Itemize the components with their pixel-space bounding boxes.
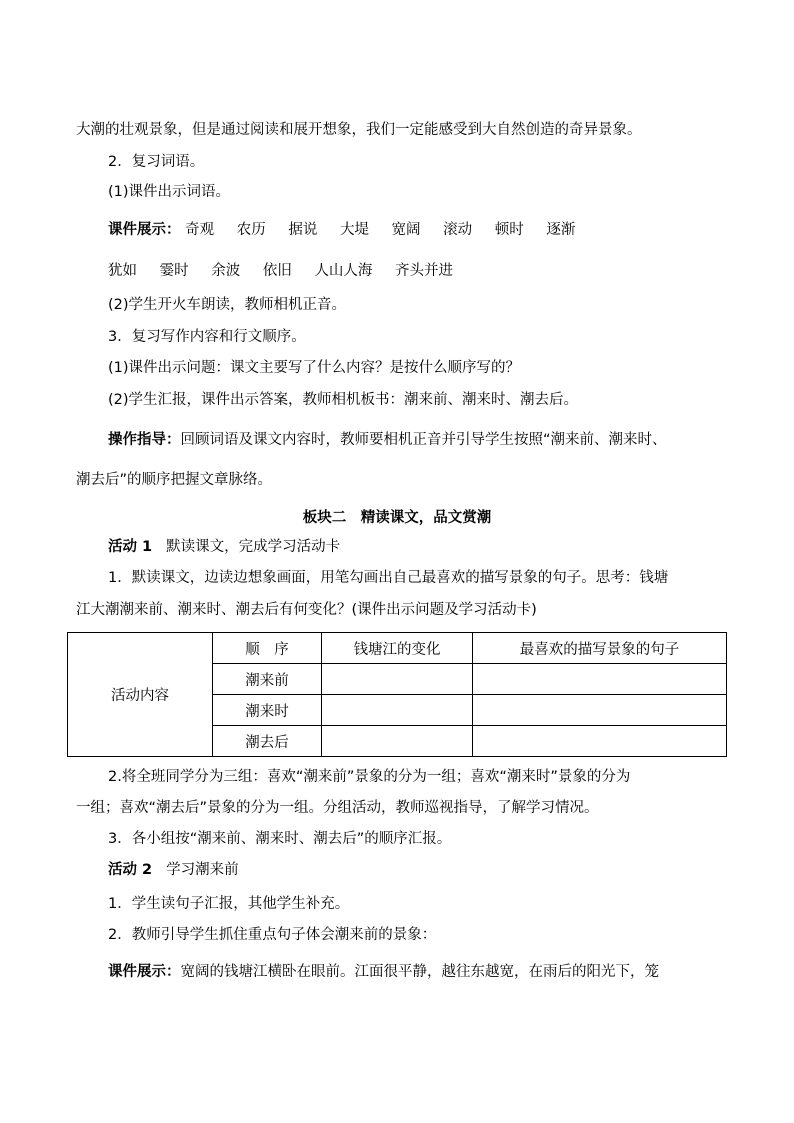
row-label: 潮来前 — [213, 664, 322, 695]
guide-text: 回顾词语及课文内容时，教师要相机正音并引导学生按照“潮来前、潮来时、 — [180, 432, 667, 448]
activity-2-label: 活动 2 — [108, 862, 153, 878]
courseware-display-passage — [108, 962, 659, 982]
step-2-1: (1)课件出示词语。 — [108, 184, 231, 200]
operation-guide-line-2: 潮去后”的顺序把握文章脉络。 — [76, 472, 273, 488]
activity-1-step-1-line-2: 江大潮潮来前、潮来时、潮去后有何变化？(课件出示问题及学习活动卡) — [76, 602, 537, 618]
activity-1-label: 活动 1 — [108, 539, 153, 555]
activity-1-step-2-line-1: 2.将全班同学分为三组：喜欢“潮来前”景象的分为一组；喜欢“潮来时”景象的分为 — [108, 769, 631, 785]
activity-content-label: 活动内容 — [68, 633, 213, 757]
word: 依旧 — [262, 263, 292, 279]
table-header-row — [68, 633, 727, 664]
word: 奇观 — [185, 222, 215, 238]
word: 齐头并进 — [395, 263, 454, 279]
header-river-change: 钱塘江的变化 — [322, 633, 473, 664]
word: 犹如 — [108, 263, 137, 279]
passage-text: 宽阔的钱塘江横卧在眼前。江面很平静，越往东越宽，在雨后的阳光下，笼 — [180, 964, 659, 980]
courseware-words-row-2 — [108, 261, 471, 281]
activity-2-heading — [108, 860, 239, 880]
word: 宽阔 — [391, 222, 421, 238]
header-order: 顺 序 — [213, 633, 322, 664]
word: 农历 — [236, 222, 266, 238]
empty-cell — [473, 726, 727, 757]
courseware-label: 课件展示： — [108, 964, 181, 980]
empty-cell — [473, 695, 727, 726]
activity-2-step-2: 2．教师引导学生抓住重点句子体会潮来前的景象： — [108, 927, 437, 943]
courseware-words-row-1 — [108, 220, 593, 240]
word: 人山人海 — [314, 263, 373, 279]
word: 余波 — [211, 263, 241, 279]
activity-2-step-1: 1．学生读句子汇报，其他学生补充。 — [108, 896, 350, 912]
empty-cell — [322, 664, 473, 695]
section-title: 板块二 精读课文，品文赏潮 — [302, 510, 492, 526]
activity-1-step-2-line-2: 一组；喜欢“潮去后”景象的分为一组。分组活动，教师巡视指导，了解学习情况。 — [76, 800, 599, 816]
word: 逐渐 — [546, 222, 576, 238]
empty-cell — [473, 664, 727, 695]
step-2-2: (2)学生开火车朗读，教师相机正音。 — [108, 297, 347, 313]
step-3-1: (1)课件出示问题：课文主要写了什么内容？是按什么顺序写的？ — [108, 360, 521, 376]
paragraph-intro: 大潮的壮观景象，但是通过阅读和展开想象，我们一定能感受到大自然创造的奇异景象。 — [76, 122, 642, 138]
header-favorite-sentence: 最喜欢的描写景象的句子 — [473, 633, 727, 664]
learning-activity-card — [67, 632, 727, 757]
empty-cell — [322, 726, 473, 757]
activity-1-title: 默读课文，完成学习活动卡 — [166, 539, 341, 555]
activity-1-step-1-line-1: 1．默读课文，边读边想象画面，用笔勾画出自己最喜欢的描写景象的句子。思考：钱塘 — [108, 570, 669, 586]
activity-2-title: 学习潮来前 — [166, 862, 239, 878]
step-3-heading: 3．复习写作内容和行文顺序。 — [108, 329, 306, 345]
courseware-label: 课件展示： — [108, 222, 181, 238]
activity-1-heading — [108, 537, 340, 557]
guide-label: 操作指导： — [108, 432, 181, 448]
word: 顿时 — [494, 222, 524, 238]
word: 滚动 — [443, 222, 473, 238]
row-label: 潮来时 — [213, 695, 322, 726]
step-3-2: (2)学生汇报，课件出示答案，教师相机板书：潮来前、潮来时、潮去后。 — [108, 392, 579, 408]
activity-1-step-3: 3．各小组按“潮来前、潮来时、潮去后”的顺序汇报。 — [108, 831, 452, 847]
word: 据说 — [288, 222, 318, 238]
empty-cell — [322, 695, 473, 726]
step-2-heading: 2．复习词语。 — [108, 154, 205, 170]
row-label: 潮去后 — [213, 726, 322, 757]
word: 大堤 — [339, 222, 369, 238]
operation-guide-line-1 — [108, 430, 667, 450]
word: 霎时 — [159, 263, 189, 279]
